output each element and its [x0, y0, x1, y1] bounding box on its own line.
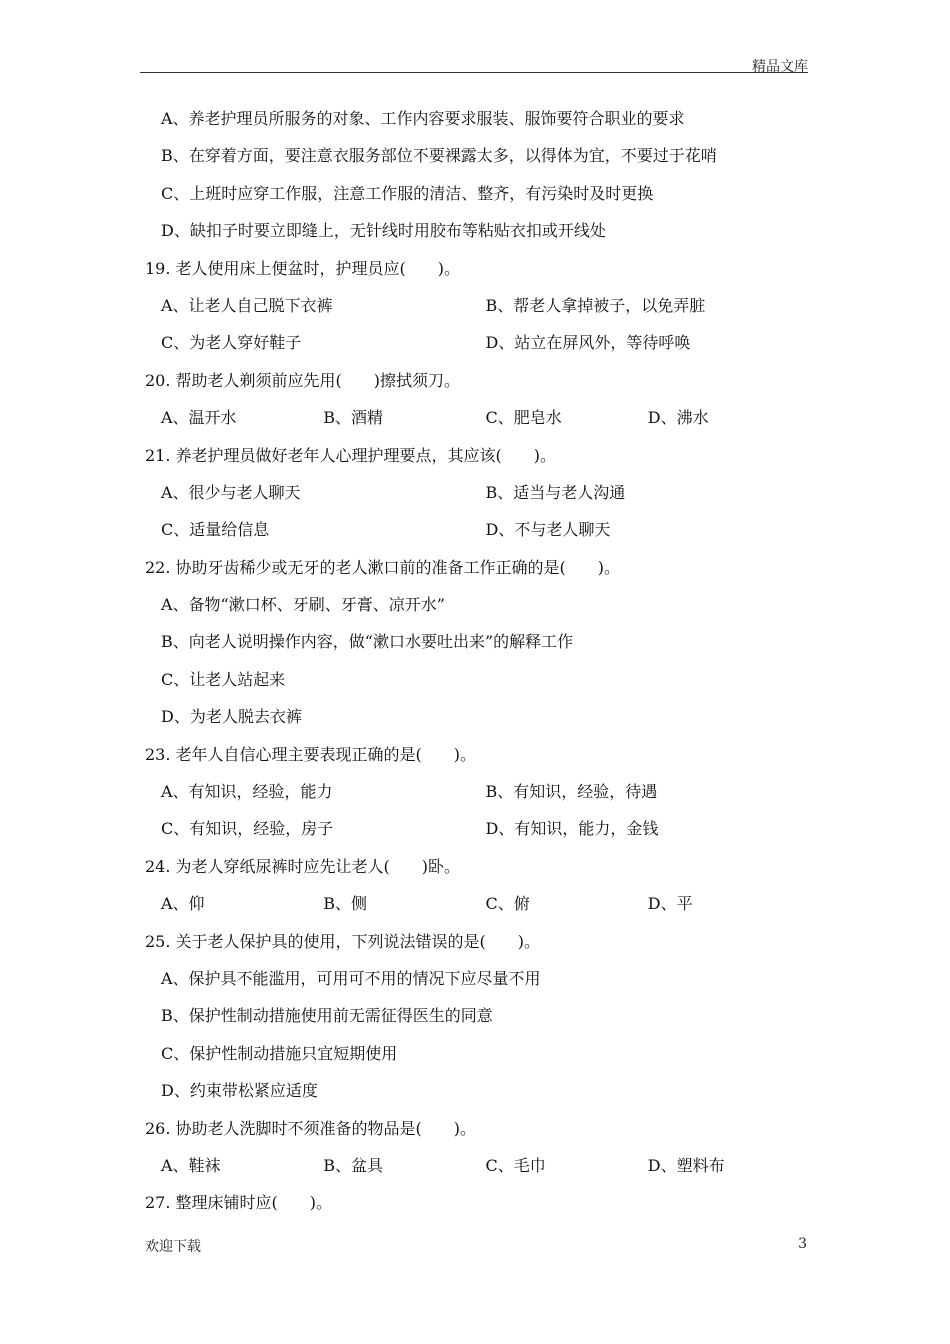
option-d: D、站立在屏风外，等待呼唤 — [485, 333, 691, 353]
question-23: 23. 老年人自信心理主要表现正确的是( )。 — [145, 744, 477, 764]
page-number: 3 — [798, 1236, 807, 1252]
option-row — [145, 511, 810, 548]
question-27: 27. 整理床铺时应( )。 — [145, 1193, 333, 1213]
option-a: A、备物“漱口杯、牙刷、牙膏、凉开水” — [161, 595, 445, 615]
option-d: D、有知识，能力，金钱 — [485, 819, 659, 839]
option-line: C、上班时应穿工作服，注意工作服的清洁、整齐，有污染时及时更换 — [161, 183, 654, 203]
option-b: B、帮老人拿掉被子，以免弄脏 — [485, 295, 706, 315]
option-line: A、养老护理员所服务的对象、工作内容要求服装、服饰要符合职业的要求 — [161, 109, 685, 128]
option-c: C、肥皂水 — [485, 408, 562, 428]
page-footer-text: 欢迎下载 — [145, 1239, 201, 1255]
option-row — [145, 885, 810, 922]
option-c: C、为老人穿好鞋子 — [161, 333, 302, 353]
option-row — [145, 287, 810, 324]
option-c: C、毛巾 — [485, 1155, 546, 1175]
question-26: 26. 协助老人洗脚时不须准备的物品是( )。 — [145, 1118, 477, 1138]
option-row — [145, 1147, 810, 1184]
page-header: 精品文库 — [752, 59, 808, 75]
option-d: D、沸水 — [647, 408, 709, 428]
option-row — [145, 810, 810, 847]
question-19: 19. 老人使用床上便盆时，护理员应( )。 — [145, 258, 461, 278]
option-c: C、让老人站起来 — [161, 669, 286, 689]
question-24: 24. 为老人穿纸尿裤时应先让老人( )卧。 — [145, 856, 461, 876]
question-22: 22. 协助牙齿稀少或无牙的老人漱口前的准备工作正确的是( )。 — [145, 557, 621, 577]
option-a: A、温开水 — [161, 408, 237, 428]
option-d: D、约束带松紧应适度 — [161, 1081, 318, 1101]
option-b: B、向老人说明操作内容，做“漱口水要吐出来”的解释工作 — [161, 632, 574, 652]
question-21: 21. 养老护理员做好老年人心理护理要点，其应该( )。 — [145, 445, 557, 465]
option-a: A、保护具不能滥用，可用可不用的情况下应尽量不用 — [161, 968, 541, 988]
option-row — [145, 399, 810, 436]
document-body — [145, 100, 810, 1222]
option-row — [145, 324, 810, 361]
option-b: B、适当与老人沟通 — [485, 482, 626, 502]
option-a: A、很少与老人聊天 — [161, 482, 301, 502]
option-c: C、有知识，经验，房子 — [161, 819, 334, 839]
question-25: 25. 关于老人保护具的使用，下列说法错误的是( )。 — [145, 931, 541, 951]
option-d: D、平 — [647, 894, 693, 914]
option-c: C、俯 — [485, 894, 530, 914]
option-a: A、有知识，经验，能力 — [161, 782, 333, 802]
option-b: B、保护性制动措施使用前无需征得医生的同意 — [161, 1006, 493, 1026]
option-row — [145, 773, 810, 810]
option-c: C、保护性制动措施只宜短期使用 — [161, 1043, 398, 1063]
question-20: 20. 帮助老人剃须前应先用( )擦拭须刀。 — [145, 370, 461, 390]
option-line: B、在穿着方面，要注意衣服务部位不要裸露太多，以得体为宜，不要过于花哨 — [161, 146, 717, 166]
option-a: A、鞋袜 — [161, 1155, 221, 1175]
option-row — [145, 474, 810, 511]
option-b: B、侧 — [323, 894, 368, 914]
option-a: A、让老人自己脱下衣裤 — [161, 295, 333, 315]
option-a: A、仰 — [161, 894, 205, 914]
option-d: D、为老人脱去衣裤 — [161, 707, 302, 727]
header-rule — [140, 72, 808, 73]
option-d: D、塑料布 — [647, 1155, 725, 1175]
option-c: C、适量给信息 — [161, 520, 270, 540]
option-b: B、盆具 — [323, 1155, 384, 1175]
option-line: D、缺扣子时要立即缝上，无针线时用胶布等粘贴衣扣或开线处 — [161, 221, 606, 241]
option-b: B、有知识，经验，待遇 — [485, 782, 658, 802]
option-b: B、酒精 — [323, 408, 384, 428]
option-d: D、不与老人聊天 — [485, 520, 611, 540]
